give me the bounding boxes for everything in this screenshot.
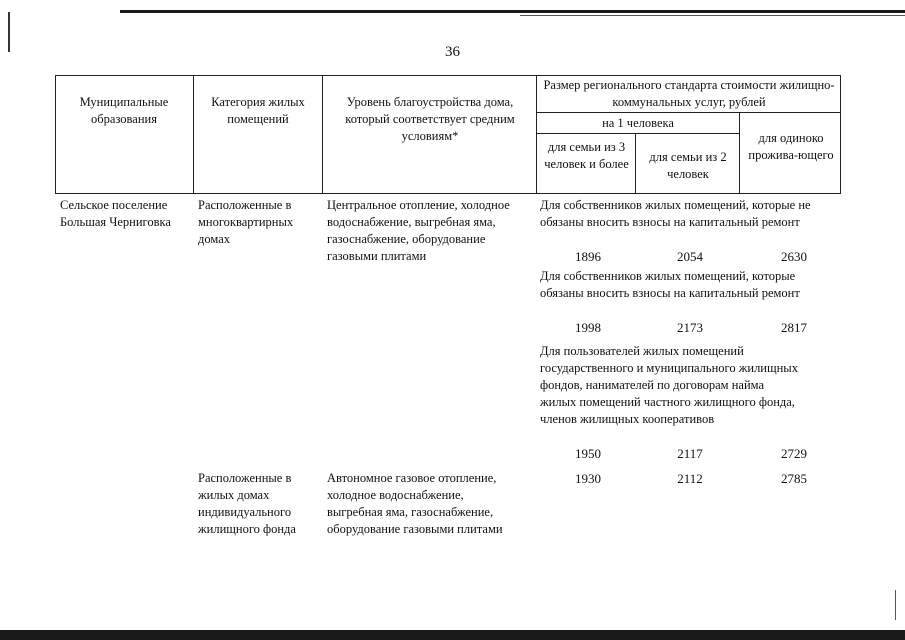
row2-single: 2785 xyxy=(781,471,807,486)
table-border-left xyxy=(55,75,56,194)
header-per-person: на 1 человека xyxy=(602,116,674,130)
header-bottom-border xyxy=(55,193,841,194)
row1-group3-single: 2729 xyxy=(781,446,807,461)
row2-family2: 2112 xyxy=(677,471,703,486)
header-category: Категория жилых помещений xyxy=(211,95,305,126)
table-border-right xyxy=(840,75,841,194)
col-divider-2 xyxy=(322,75,323,194)
col-divider-4 xyxy=(635,133,636,194)
row1-group3-label: Для пользователей жилых помещений государственного и муниципального жилищных фондов, нанимателей по договорам найма жилых помещений частного жилищного фонда, членов жилищных кооперативов xyxy=(540,344,798,426)
header-single: для одиноко прожива-ющего xyxy=(748,131,834,162)
header-municipal: Муниципальные образования xyxy=(79,95,169,126)
header-family3: для семьи из 3 человек и более xyxy=(544,140,629,171)
row1-group1-label: Для собственников жилых помещений, которые не обязаны вносить взносы на капитальный ремонт xyxy=(540,198,811,229)
header-standard: Размер регионального стандарта стоимости жилищно-коммунальных услуг, рублей xyxy=(543,78,835,109)
scan-border-top xyxy=(120,10,905,13)
col-divider-3 xyxy=(536,75,537,194)
row2-category: Расположенные в жилых домах индивидуального жилищного фонда xyxy=(198,471,296,536)
table-border-top xyxy=(55,75,841,76)
scan-border-bottom xyxy=(0,630,905,640)
row2-level: Автономное газовое отопление, холодное водоснабжение, выгребная яма, газоснабжение, оборудование газовыми плитами xyxy=(327,471,503,536)
row1-group1-single: 2630 xyxy=(781,249,807,264)
row1-group3-family2: 2117 xyxy=(677,446,703,461)
header-level: Уровень благоустройства дома, который соответствует средним условиям* xyxy=(345,95,515,143)
scan-border-right xyxy=(895,590,896,620)
col-divider-5 xyxy=(739,112,740,194)
header-divider-standard xyxy=(536,112,841,113)
row1-level: Центральное отопление, холодное водоснабжение, выгребная яма, газоснабжение, оборудование газовыми плитами xyxy=(327,198,510,263)
scan-border-top-thin xyxy=(520,15,905,16)
row1-group1-family2: 2054 xyxy=(677,249,703,264)
row1-group2-label: Для собственников жилых помещений, которые обязаны вносить взносы на капитальный ремонт xyxy=(540,269,800,300)
row1-municipal: Сельское поселение Большая Черниговка xyxy=(60,198,171,229)
row2-family3: 1930 xyxy=(575,471,601,486)
row1-group2-single: 2817 xyxy=(781,320,807,335)
row1-group2-family2: 2173 xyxy=(677,320,703,335)
row1-category: Расположенные в многоквартирных домах xyxy=(198,198,294,246)
row1-group3-family3: 1950 xyxy=(575,446,601,461)
row1-group1-family3: 1896 xyxy=(575,249,601,264)
row1-group2-family3: 1998 xyxy=(575,320,601,335)
page-number: 36 xyxy=(445,44,460,60)
col-divider-1 xyxy=(193,75,194,194)
header-divider-per-person xyxy=(536,133,739,134)
header-family2: для семьи из 2 человек xyxy=(649,150,727,181)
